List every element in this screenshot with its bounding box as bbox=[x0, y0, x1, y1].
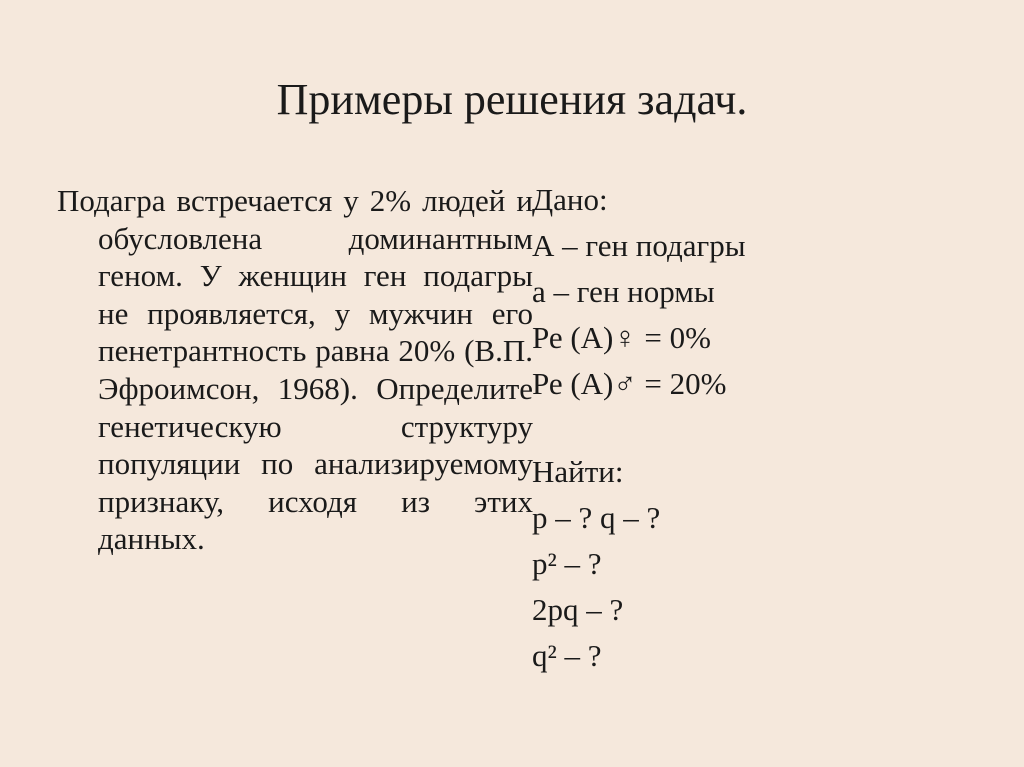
problem-text: Подагра встречается у 2% людей и обусловлена доминантным геном. У женщин ген подагры не проявляется, у мужчин его пенетрантность равна 20% (В.П. Эфроимсон, 1968). Определите генетическую структуру популяции по анализируемому признаку, исходя из этих данных. bbox=[57, 183, 533, 557]
problem-statement bbox=[57, 182, 533, 558]
find-heading: Найти: bbox=[532, 454, 624, 489]
given-line: А – ген подагры bbox=[532, 228, 746, 263]
find-line: р² – ? bbox=[532, 546, 602, 581]
slide-title: Примеры решения задач. bbox=[276, 75, 748, 124]
given-heading: Дано: bbox=[532, 182, 608, 217]
find-line: q² – ? bbox=[532, 638, 602, 673]
given-line: Ре (А)♂ = 20% bbox=[532, 366, 727, 401]
find-line: р – ? q – ? bbox=[532, 500, 661, 535]
given-line: Ре (А)♀ = 0% bbox=[532, 320, 711, 355]
given-line: а – ген нормы bbox=[532, 274, 715, 309]
find-line: 2pq – ? bbox=[532, 592, 624, 627]
given-find-column bbox=[532, 180, 992, 682]
spacer bbox=[532, 410, 992, 452]
